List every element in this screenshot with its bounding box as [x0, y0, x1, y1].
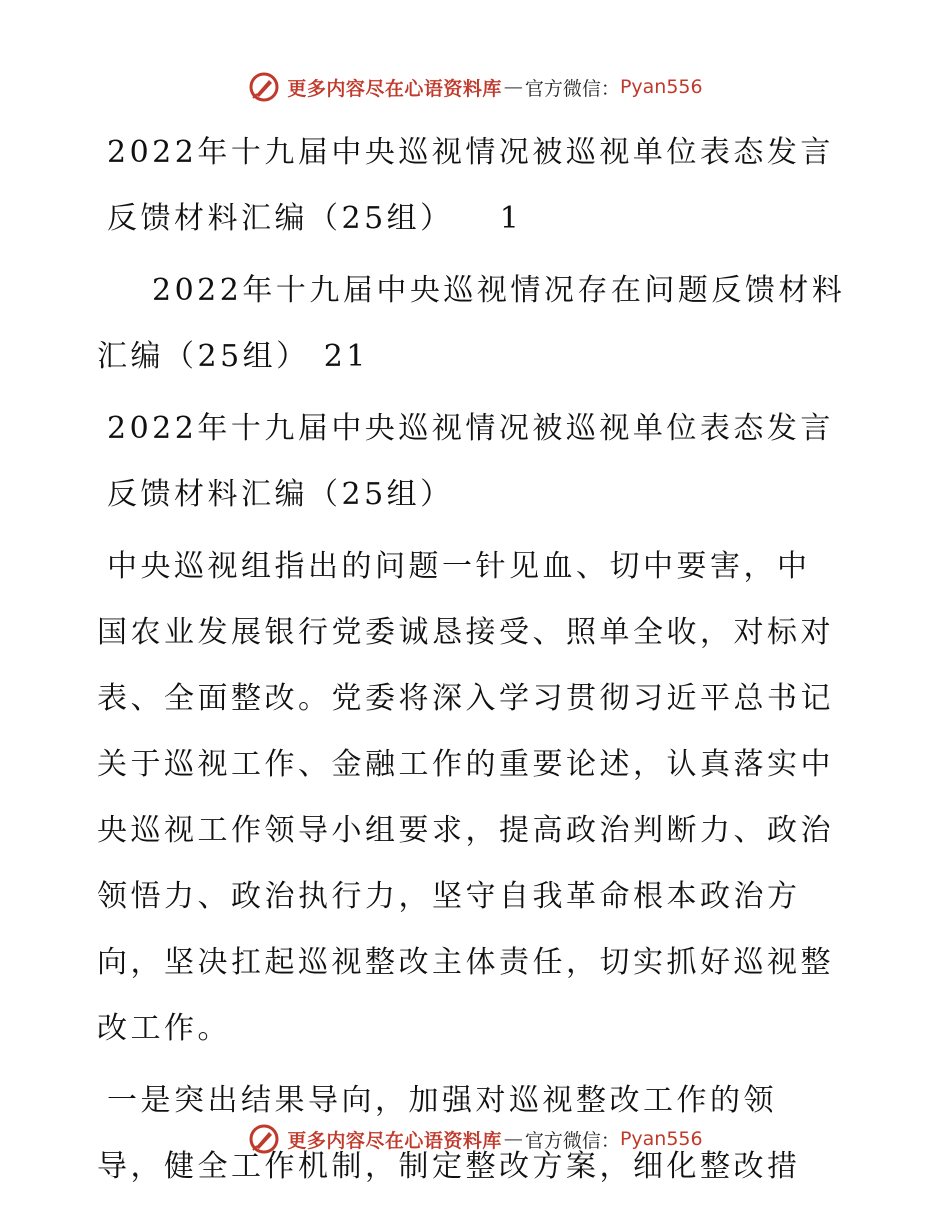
- toc-entry[interactable]: [97, 258, 857, 390]
- pen-logo-icon: [247, 1122, 281, 1156]
- toc-entry-line: 2022年十九届中央巡视情况存在问题反馈材料: [152, 273, 846, 308]
- paragraph-line: 中央巡视组指出的问题一针见血、切中要害，中: [107, 549, 811, 584]
- watermark-wechat-label: 官方微信：: [524, 77, 620, 100]
- toc-page-number: 1: [499, 201, 523, 236]
- pen-logo-icon: [247, 70, 281, 104]
- watermark-wechat-id: Pyan556: [619, 76, 703, 98]
- heading-line: 反馈材料汇编（25组）: [107, 477, 454, 512]
- paragraph-line: 央巡视工作领导小组要求，提高政治判断力、政治: [97, 813, 834, 848]
- paragraph-line: 关于巡视工作、金融工作的重要论述，认真落实中: [97, 747, 834, 782]
- paragraph-line: 一是突出结果导向，加强对巡视整改工作的领: [107, 1083, 777, 1118]
- watermark-site: 更多内容尽在心语资料库: [287, 1129, 502, 1152]
- watermark-dash: —: [503, 1128, 523, 1150]
- paragraph-line: 改工作。: [97, 1011, 231, 1046]
- watermark-banner-top: [0, 70, 950, 104]
- paragraph-line: 国农业发展银行党委诚恳接受、照单全收，对标对: [97, 615, 834, 650]
- paragraph-line: 表、全面整改。党委将深入学习贯彻习近平总书记: [97, 681, 834, 716]
- toc-page-number: 21: [323, 339, 369, 374]
- watermark-banner-bottom: [0, 1122, 950, 1156]
- body-paragraph: [97, 534, 857, 1062]
- paragraph-line: 导，健全工作机制，制定整改方案，细化整改措: [97, 1149, 801, 1184]
- watermark-wechat-label: 官方微信：: [524, 1129, 620, 1152]
- document-body: [97, 120, 857, 1200]
- watermark-wechat-id: Pyan556: [619, 1128, 703, 1150]
- watermark-dash: —: [503, 76, 523, 98]
- paragraph-line: 领悟力、政治执行力，坚守自我革命根本政治方: [97, 879, 801, 914]
- toc-entry-line: 2022年十九届中央巡视情况被巡视单位表态发言: [107, 135, 834, 170]
- section-heading: [97, 396, 857, 528]
- paragraph-line: 向，坚决扛起巡视整改主体责任，切实抓好巡视整: [97, 945, 834, 980]
- toc-entry-line: 汇编（25组） 21: [97, 339, 369, 374]
- toc-entry-line: 反馈材料汇编（25组） 1: [107, 201, 523, 236]
- watermark-site: 更多内容尽在心语资料库: [287, 77, 502, 100]
- toc-entry[interactable]: [97, 120, 857, 252]
- heading-line: 2022年十九届中央巡视情况被巡视单位表态发言: [107, 411, 834, 446]
